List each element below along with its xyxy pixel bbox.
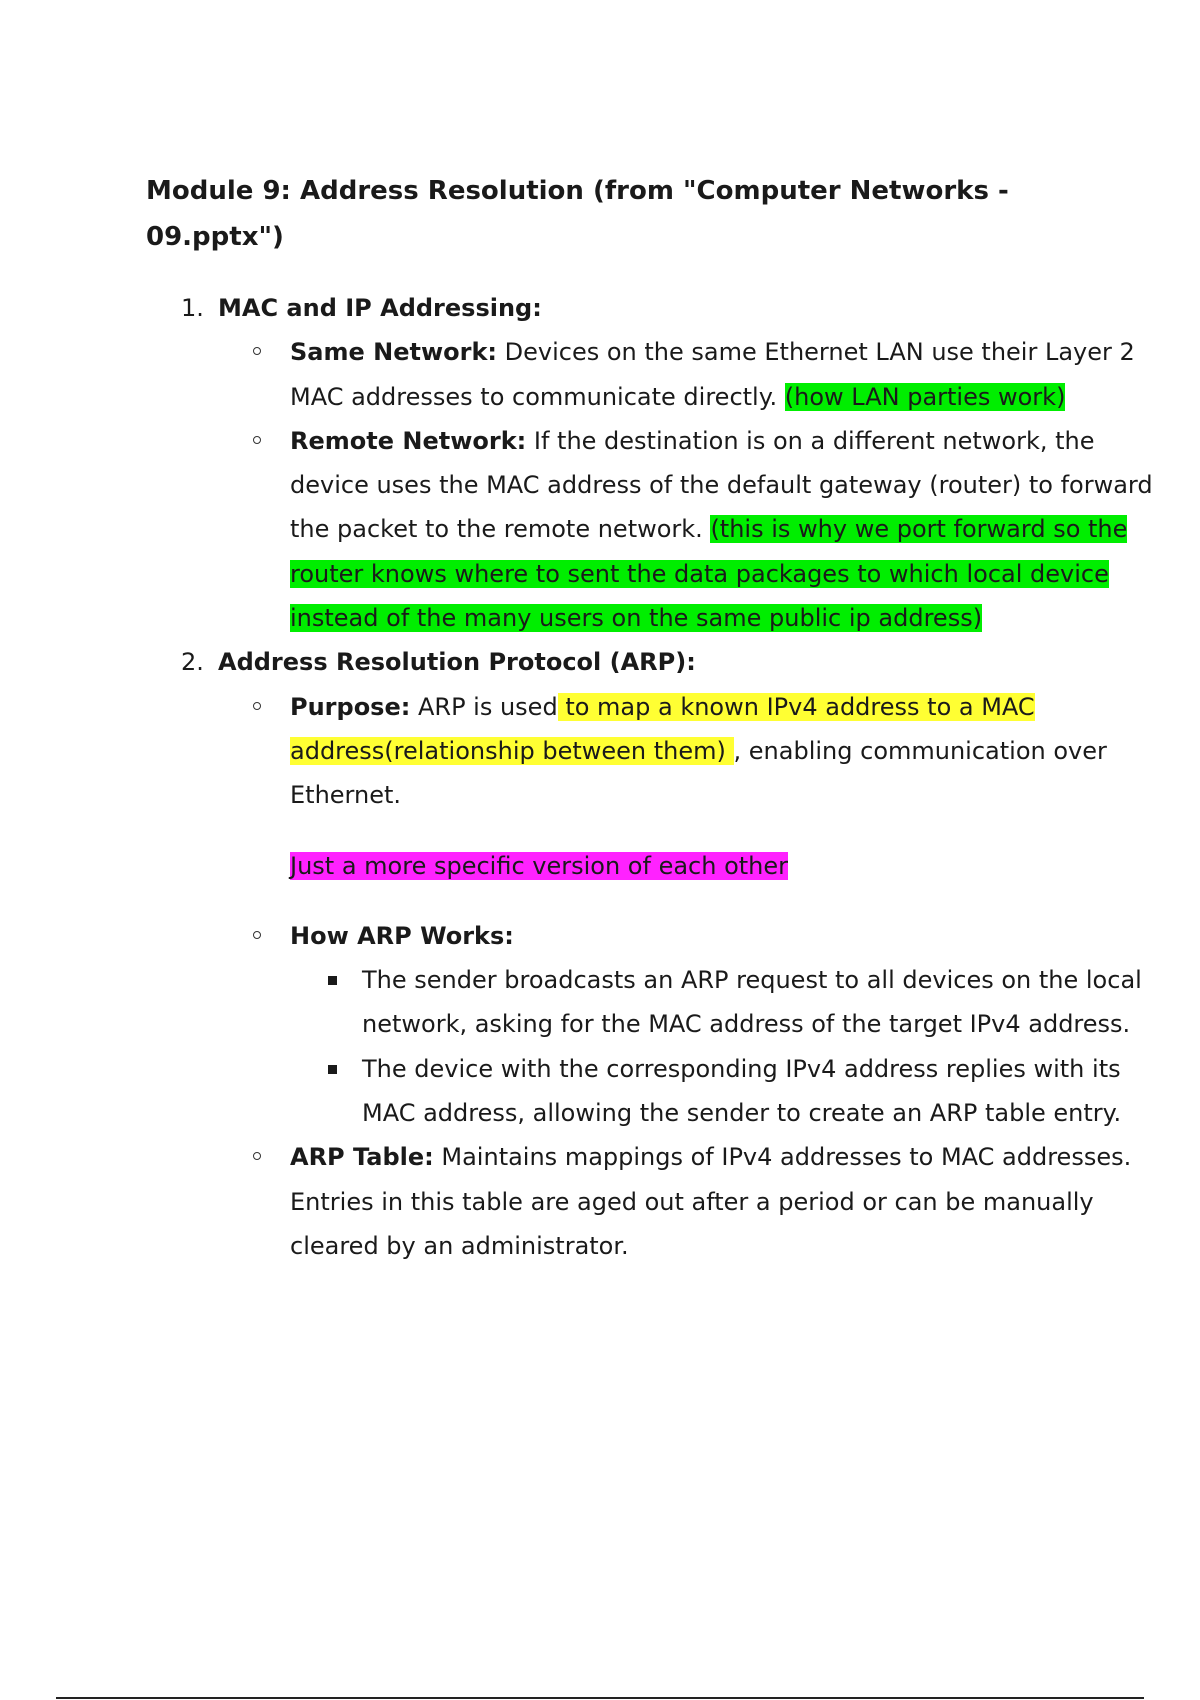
section-title: Address Resolution Protocol (ARP):	[218, 648, 696, 677]
item-text: If the destination is on a different network, the device uses the MAC address of the default gateway (router) to forward the packet to the remote network.	[290, 426, 1153, 544]
hollow-bullet-icon	[253, 436, 261, 444]
section-number: 2.	[181, 648, 204, 677]
hollow-bullet-icon	[253, 931, 261, 939]
list-item-same-network	[290, 330, 1158, 419]
item-text: Devices on the same Ethernet LAN use their Layer 2 MAC addresses to communicate directly.	[290, 338, 1135, 411]
page-title: Module 9: Address Resolution (from "Computer Networks - 09.pptx")	[146, 176, 1009, 252]
subitem-list	[218, 685, 1158, 1269]
section-arp	[181, 640, 1158, 1268]
section-list	[146, 286, 1158, 1268]
hollow-bullet-icon	[253, 347, 261, 355]
list-item-step	[362, 1047, 1158, 1136]
highlight-note: to map a known IPv4 address to a MAC address(relationship between them)	[290, 692, 1035, 765]
list-item-purpose	[290, 685, 1158, 888]
step-text: The sender broadcasts an ARP request to all devices on the local network, asking for the MAC address of the target IPv4 address.	[362, 966, 1142, 1039]
subitem-list	[218, 330, 1158, 640]
page-divider	[56, 1697, 1144, 1699]
hollow-bullet-icon	[253, 702, 261, 710]
item-label: Same Network:	[290, 338, 498, 367]
item-text: Maintains mappings of IPv4 addresses to MAC addresses. Entries in this table are aged out after a period or can be manually cleared by an administrator.	[290, 1143, 1132, 1260]
annotation-note: Just a more specific version of each other	[290, 851, 789, 880]
list-item-arp-table	[290, 1135, 1158, 1268]
item-label: How ARP Works:	[290, 921, 514, 950]
highlight-note: (this is why we port forward so the router knows where to sent the data packages to which local device instead of the many users on the same public ip address)	[290, 515, 1128, 633]
square-bullet-icon	[328, 1065, 337, 1074]
list-item-remote-network	[290, 419, 1158, 640]
list-item-step	[362, 958, 1158, 1047]
list-item-how-arp-works	[290, 914, 1158, 1135]
item-label: Purpose:	[290, 692, 411, 721]
hollow-bullet-icon	[253, 1152, 261, 1160]
section-title: MAC and IP Addressing:	[218, 294, 542, 322]
item-label: ARP Table:	[290, 1143, 434, 1172]
section-mac-ip	[181, 286, 1158, 640]
step-list	[290, 958, 1158, 1135]
highlight-note: (how LAN parties work)	[784, 382, 1066, 411]
square-bullet-icon	[328, 976, 337, 985]
annotation-block	[290, 844, 1158, 888]
item-text: ARP is used	[410, 692, 558, 721]
step-text: The device with the corresponding IPv4 address replies with its MAC address, allowing the sender to create an ARP table entry.	[362, 1054, 1122, 1128]
section-number: 1.	[181, 294, 204, 322]
item-text-continued: , enabling communication over Ethernet.	[290, 736, 1107, 810]
item-label: Remote Network:	[290, 426, 527, 455]
